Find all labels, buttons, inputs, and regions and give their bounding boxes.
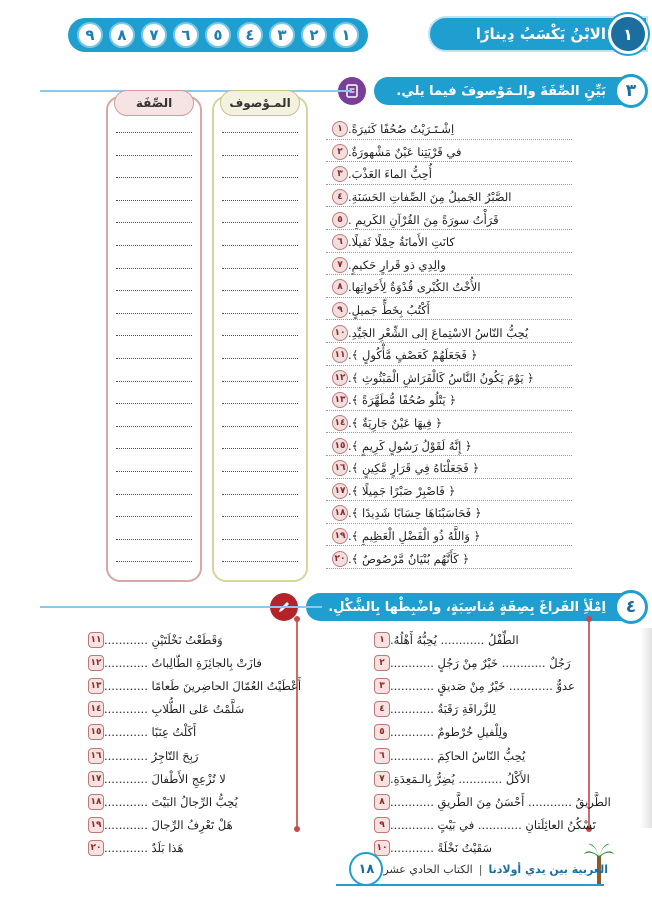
sentence-row [326, 344, 596, 367]
answer-line[interactable] [222, 426, 298, 427]
answer-line[interactable] [116, 381, 192, 382]
answer-line[interactable] [222, 516, 298, 517]
fill-blank-text: ولِلْفيلِ خُرْطومٌ ............ [390, 725, 508, 740]
footer-brand: العربية بين يدي أولادنا [488, 862, 608, 876]
fill-blank-row[interactable] [82, 674, 302, 697]
answer-line[interactable] [116, 539, 192, 540]
sentence-text: أُحِبُّ الماءَ العَذْبَ. [348, 167, 432, 182]
sentence-text: قَرَأْتُ سورَةً مِنَ القُرْآنِ الكَريمِ . [348, 212, 499, 227]
item-number-badge: ١٣ [88, 678, 104, 694]
sentence-number-badge: ١٧ [332, 483, 348, 499]
answer-line[interactable] [222, 268, 298, 269]
sentence-number-badge: ١ [332, 121, 348, 137]
item-number-badge: ١٥ [88, 724, 104, 740]
sentence-number-badge: ١٠ [332, 325, 348, 341]
fill-blank-row[interactable] [82, 814, 302, 837]
answer-line[interactable] [222, 471, 298, 472]
answer-line[interactable] [116, 358, 192, 359]
item-number-badge: ١٧ [88, 771, 104, 787]
sentence-text: ﴿ يَتْلُو صُحُفًا مُّطَهَّرَةً ﴾. [348, 393, 456, 408]
sentence-row [326, 276, 596, 299]
item-number-badge: ٥ [374, 724, 390, 740]
sentence-row [326, 208, 596, 231]
sentence-number-badge: ١٥ [332, 438, 348, 454]
fill-blank-text: أَكَلْتُ عِنَبًا ............ [104, 725, 197, 740]
top-banner [68, 14, 648, 54]
answer-line[interactable] [222, 132, 298, 133]
item-number-badge: ٣ [374, 678, 390, 694]
fill-blank-row[interactable] [82, 790, 302, 813]
answer-line[interactable] [222, 381, 298, 382]
sentence-number-badge: ٤ [332, 189, 348, 205]
item-number-badge: ١٠ [374, 840, 390, 856]
sentence-row [326, 547, 596, 570]
sentence-number-badge: ٩ [332, 302, 348, 318]
fill-blank-text: هَذا بَلَدٌ ............ [104, 841, 184, 856]
fill-blank-text: الأَكْلُ ............ يُضِرُّ بِالـمَعِدَةِ. [390, 771, 530, 786]
answer-line[interactable] [222, 177, 298, 178]
sentence-text: في قَرْيَتِنا عَيْنٌ مَشْهورَةٌ. [348, 144, 462, 159]
sentence-row [326, 118, 596, 141]
sentence-text: اِشْـتَـرَيْتُ صُحُفًا كَثيرَةً. [348, 122, 455, 137]
fill-blank-row[interactable] [82, 651, 302, 674]
answer-line[interactable] [116, 313, 192, 314]
fill-blank-row[interactable] [368, 698, 594, 721]
sentence-row [326, 480, 596, 503]
item-number-badge: ١٦ [88, 748, 104, 764]
sentence-row [326, 502, 596, 525]
sentence-row [326, 186, 596, 209]
sentence-row [326, 525, 596, 548]
sentence-text: أَكْتُبُ بِخَطٍّ جَميلٍ. [348, 303, 430, 318]
item-number-badge: ٢٠ [88, 840, 104, 856]
sentence-number-badge: ٥ [332, 212, 348, 228]
number-strip [68, 18, 368, 52]
fill-blank-text: عدوٌّ ............ خَيْرٌ مِنْ صَديقٍ ............ [390, 678, 575, 693]
answer-line[interactable] [116, 245, 192, 246]
lesson-number: ١ [623, 24, 633, 44]
fill-blank-text: يُحِبُّ الرِّجالُ البَيْتَ ............ [104, 794, 238, 809]
answer-line[interactable] [116, 335, 192, 336]
fill-blank-row[interactable] [82, 767, 302, 790]
strip-number: ٣ [269, 22, 295, 48]
fill-blank-row[interactable] [82, 837, 302, 860]
sentence-row [326, 321, 596, 344]
sentence-number-badge: ١٨ [332, 505, 348, 521]
fill-blank-row[interactable] [368, 744, 594, 767]
answer-line[interactable] [222, 561, 298, 562]
header-rule [40, 606, 322, 608]
sentence-text: ﴿ فَجَعَلْنَاهُ فِي قَرَارٍ مَّكِينٍ ﴾. [348, 461, 480, 476]
answer-line[interactable] [222, 222, 298, 223]
sentence-text: الأُخْتُ الكُبْرى قُدْوَةٌ لِأَخَواتِها. [348, 280, 481, 295]
sentence-number-badge: ٣ [332, 166, 348, 182]
mawsuf-column [212, 96, 308, 582]
item-number-badge: ١٢ [88, 655, 104, 671]
fill-blank-row[interactable] [368, 790, 611, 813]
exercise3-number: ٣ [614, 74, 648, 108]
fill-blank-text: الطِّفْلُ ............ يُحِبُّهُ أَهْلُهُ. [390, 632, 519, 647]
lesson-title: الابْنُ يَكْسَبُ دِينارًا [475, 25, 606, 43]
sentence-number-badge: ٧ [332, 257, 348, 273]
fill-blank-text: الطَّريقُ ............ أَحْسَنُ مِنَ الطَّريقِ ............ [390, 794, 611, 809]
exercise3-header [338, 74, 648, 108]
sentence-number-badge: ١٤ [332, 415, 348, 431]
exercise4-instruction: اِمْلَأِ الفَراغَ بِصِفَةٍ مُناسِبَةٍ، واضْبِطْها بِالشَّكْلِ. [306, 593, 622, 621]
answer-line[interactable] [222, 313, 298, 314]
sentence-text: يُحِبُّ النّاسُ الاسْتِماعَ إلى الشِّعْرِ الجَيِّدِ. [348, 325, 529, 340]
answer-line[interactable] [222, 245, 298, 246]
answer-line[interactable] [116, 516, 192, 517]
sentence-text: والِدِي ذو قَرارٍ حَكيمٍ. [348, 257, 446, 272]
rail-dot [294, 616, 300, 622]
sifa-column [106, 96, 202, 582]
strip-number: ٥ [205, 22, 231, 48]
fill-blank-text: سَقَيْتُ نَخْلَةً ............ [390, 841, 492, 856]
item-number-badge: ١٨ [88, 794, 104, 810]
item-number-badge: ١ [374, 632, 390, 648]
sentence-text: الصَّبْرُ الجَميلُ مِنَ الصِّفاتِ الحَسَنَةِ. [348, 190, 512, 205]
item-number-badge: ٩ [374, 817, 390, 833]
fill-blank-row[interactable] [368, 651, 594, 674]
answer-line[interactable] [222, 403, 298, 404]
sentence-row [326, 231, 596, 254]
sentence-row [326, 412, 596, 435]
exercise3-sentence-list [326, 118, 596, 570]
sentence-row [326, 457, 596, 480]
answer-line[interactable] [222, 448, 298, 449]
answer-line[interactable] [116, 426, 192, 427]
answer-line[interactable] [116, 561, 192, 562]
sentence-text: ﴿ فِيهَا عَيْنٌ جَارِيَةٌ ﴾. [348, 416, 443, 431]
item-number-badge: ١١ [88, 632, 104, 648]
answer-line[interactable] [222, 494, 298, 495]
sentence-text: ﴿ إِنَّهُ لَقَوْلُ رَسُولٍ كَرِيمٍ ﴾. [348, 438, 472, 453]
sentence-text: ﴿ فَحَاسَبْنَاهَا حِسَابًا شَدِيدًا ﴾. [348, 506, 482, 521]
strip-number: ٦ [173, 22, 199, 48]
sentence-number-badge: ٦ [332, 234, 348, 250]
footer-book: الكتاب الحادي عشر [383, 862, 473, 876]
sentence-row [326, 141, 596, 164]
fill-blank-text: فازَتْ بِالجائِزَةِ الطّالِباتُ ............ [104, 655, 262, 670]
sentence-number-badge: ٨ [332, 279, 348, 295]
footer-caption [383, 863, 608, 876]
strip-number: ٨ [109, 22, 135, 48]
fill-blank-row[interactable] [82, 698, 302, 721]
answer-line[interactable] [116, 177, 192, 178]
answer-line[interactable] [222, 200, 298, 201]
exercise4-number: ٤ [614, 590, 648, 624]
sentence-row [326, 434, 596, 457]
sentence-number-badge: ١٦ [332, 460, 348, 476]
fill-blank-row[interactable] [368, 814, 594, 837]
answer-line[interactable] [116, 200, 192, 201]
fill-blank-text: رَجُلٌ ............ خَيْرٌ مِنْ رَجُلٍ ............ [390, 655, 571, 670]
strip-number: ١ [333, 22, 359, 48]
sentence-number-badge: ١٣ [332, 392, 348, 408]
fill-blank-row[interactable] [82, 744, 302, 767]
sentence-text: ﴿ يَوْمَ يَكُونُ النَّاسُ كَالْفَرَاشِ الْمَبْثُوثِ ﴾. [348, 370, 534, 385]
sentence-text: ﴿ فَجَعَلَهُمْ كَعَصْفٍ مَّأْكُولٍ ﴾. [348, 348, 478, 363]
answer-line[interactable] [116, 132, 192, 133]
item-number-badge: ٦ [374, 748, 390, 764]
strip-number: ٤ [237, 22, 263, 48]
answer-line[interactable] [116, 448, 192, 449]
item-number-badge: ٤ [374, 701, 390, 717]
fill-blank-text: لِلزَّرافَةِ رَقَبَةٌ ............ [390, 702, 496, 717]
answer-line[interactable] [116, 494, 192, 495]
footer-separator: | [478, 862, 483, 876]
answer-line[interactable] [222, 290, 298, 291]
item-number-badge: ١٤ [88, 701, 104, 717]
sentence-number-badge: ١٢ [332, 370, 348, 386]
strip-number: ٧ [141, 22, 167, 48]
exercise3-instruction: بَيِّنِ الصِّفَةَ والـمَوْصوفَ فيما يلي. [374, 77, 622, 105]
sentence-number-badge: ١١ [332, 347, 348, 363]
item-number-badge: ٧ [374, 771, 390, 787]
answer-line[interactable] [116, 222, 192, 223]
answer-line[interactable] [222, 335, 298, 336]
sentence-number-badge: ١٩ [332, 528, 348, 544]
answer-line[interactable] [222, 358, 298, 359]
sentence-row [326, 389, 596, 412]
sentence-text: ﴿ كَأَنَّهُم بُنْيَانٌ مَّرْصُوصٌ ﴾. [348, 551, 470, 566]
exercise4-right-list [368, 628, 611, 860]
sentence-row [326, 163, 596, 186]
item-number-badge: ١٩ [88, 817, 104, 833]
fill-blank-row[interactable] [368, 767, 594, 790]
answer-line[interactable] [116, 290, 192, 291]
strip-number: ٢ [301, 22, 327, 48]
sentence-number-badge: ٢٠ [332, 551, 348, 567]
mawsuf-column-header: المـوْصوف [220, 90, 300, 116]
fill-blank-row[interactable] [368, 674, 594, 697]
answer-line[interactable] [116, 403, 192, 404]
sentence-text: ﴿ وَاللَّهُ ذُو الْفَضْلِ الْعَظِيمِ ﴾. [348, 528, 481, 543]
rail-dot [586, 616, 592, 622]
sentence-number-badge: ٢ [332, 144, 348, 160]
exercise4-left-list [82, 628, 302, 860]
fill-blank-text: رَبِحَ التّاجِرُ ............ [104, 748, 199, 763]
fill-blank-text: لا تُزْعِجِ الأَطْفالَ ............ [104, 771, 226, 786]
item-number-badge: ٢ [374, 655, 390, 671]
answer-line[interactable] [222, 539, 298, 540]
page-number: ١٨ [349, 852, 383, 886]
footer [349, 852, 644, 886]
fill-blank-text: تَسْكُنُ العائِلَتانِ ............ في بَيْتٍ ............ [390, 818, 596, 833]
item-number-badge: ٨ [374, 794, 390, 810]
lesson-number-badge [608, 14, 648, 54]
sifa-column-header: الصِّفَة [114, 90, 194, 116]
sentence-text: ﴿ فَاصْبِرْ صَبْرًا جَمِيلًا ﴾. [348, 483, 456, 498]
fill-blank-text: أَعْطَيْتُ العُمّالَ الحاضِرينَ طَعامًا ............ [104, 678, 302, 693]
fill-blank-row[interactable] [82, 721, 302, 744]
sentence-row [326, 299, 596, 322]
fill-blank-text: سَلَّمْتُ عَلى الطُّلابِ ............ [104, 702, 245, 717]
page-edge-shade [640, 628, 652, 828]
sentence-row [326, 367, 596, 390]
answer-line[interactable] [116, 471, 192, 472]
fill-blank-text: يُحِبُّ النّاسُ الحاكِمَ ............ [390, 748, 526, 763]
answer-line[interactable] [116, 155, 192, 156]
fill-blank-text: وَقَطَعْتُ نَخْلَتَيْنِ ............ [104, 632, 223, 647]
fill-blank-row[interactable] [368, 721, 594, 744]
answer-line[interactable] [222, 155, 298, 156]
answer-line[interactable] [116, 268, 192, 269]
fill-blank-row[interactable] [368, 628, 594, 651]
header-rule [40, 90, 352, 92]
strip-number: ٩ [77, 22, 103, 48]
sentence-text: كانَتِ الأَمانَةُ حِمْلًا ثَقيلًا. [348, 235, 455, 250]
sentence-row [326, 254, 596, 277]
fill-blank-text: هَلْ تَعْرِفُ الرِّجالَ ............ [104, 818, 233, 833]
fill-blank-row[interactable] [82, 628, 302, 651]
